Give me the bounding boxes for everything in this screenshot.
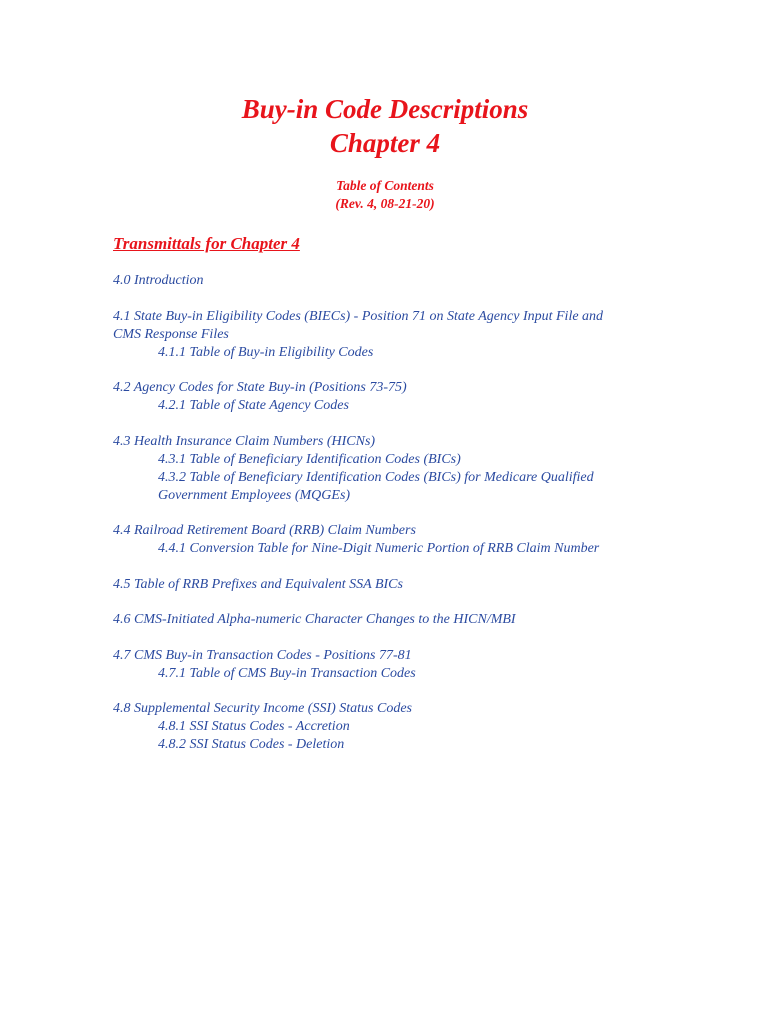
- toc-link-4-4-1[interactable]: 4.4.1 Conversion Table for Nine-Digit Numeric Portion of RRB Claim Number: [158, 541, 600, 556]
- title-line-2: Chapter 4: [329, 128, 441, 158]
- toc-link-4-5[interactable]: 4.5 Table of RRB Prefixes and Equivalent SSA BICs: [113, 576, 403, 592]
- toc-link-4-7-1[interactable]: 4.7.1 Table of CMS Buy-in Transaction Codes: [158, 665, 416, 681]
- toc-link-4-2-1[interactable]: 4.2.1 Table of State Agency Codes: [158, 398, 349, 413]
- toc-section-4-8: [113, 700, 658, 754]
- toc-link-4-8[interactable]: 4.8 Supplemental Security Income (SSI) Status Codes: [113, 701, 412, 716]
- toc-link-4-2[interactable]: 4.2 Agency Codes for State Buy-in (Positions 73-75): [113, 380, 407, 395]
- toc-link-4-1-cont[interactable]: CMS Response Files: [113, 326, 229, 342]
- toc-section-4-6: [113, 611, 658, 629]
- toc-label: Table of Contents: [336, 178, 434, 193]
- toc-link-4-3-1[interactable]: 4.3.1 Table of Beneficiary Identification Codes (BICs): [158, 451, 461, 467]
- table-of-contents: [113, 272, 658, 772]
- toc-link-4-3[interactable]: 4.3 Health Insurance Claim Numbers (HICNs): [113, 433, 376, 449]
- toc-section-4-0: [113, 272, 658, 290]
- document-title: [0, 92, 770, 160]
- toc-link-4-3-2-cont[interactable]: Government Employees (MQGEs): [158, 487, 351, 503]
- toc-section-4-4: [113, 522, 658, 558]
- transmittals-link[interactable]: Transmittals for Chapter 4: [113, 234, 300, 253]
- revision-label: (Rev. 4, 08-21-20): [335, 196, 435, 211]
- toc-link-4-6[interactable]: 4.6 CMS-Initiated Alpha-numeric Character Changes to the HICN/MBI: [113, 612, 516, 627]
- toc-link-4-8-1[interactable]: 4.8.1 SSI Status Codes - Accretion: [158, 719, 350, 734]
- document-subtitle: [0, 177, 770, 213]
- toc-link-4-8-2[interactable]: 4.8.2 SSI Status Codes - Deletion: [158, 737, 345, 752]
- toc-link-4-1[interactable]: 4.1 State Buy-in Eligibility Codes (BIECs) - Position 71 on State Agency Input File and: [113, 308, 604, 324]
- toc-link-4-4[interactable]: 4.4 Railroad Retirement Board (RRB) Claim Numbers: [113, 523, 416, 538]
- toc-link-4-1-1[interactable]: 4.1.1 Table of Buy-in Eligibility Codes: [158, 344, 374, 360]
- title-line-1: Buy-in Code Descriptions: [241, 94, 529, 124]
- toc-section-4-2: [113, 379, 658, 415]
- toc-section-4-1: [113, 308, 658, 362]
- toc-link-4-0[interactable]: 4.0 Introduction: [113, 273, 204, 288]
- toc-section-4-3: [113, 433, 658, 505]
- toc-section-4-7: [113, 647, 658, 683]
- toc-link-4-7[interactable]: 4.7 CMS Buy-in Transaction Codes - Positions 77-81: [113, 647, 412, 663]
- toc-link-4-3-2[interactable]: 4.3.2 Table of Beneficiary Identification Codes (BICs) for Medicare Qualified: [158, 469, 594, 485]
- toc-section-4-5: [113, 576, 658, 594]
